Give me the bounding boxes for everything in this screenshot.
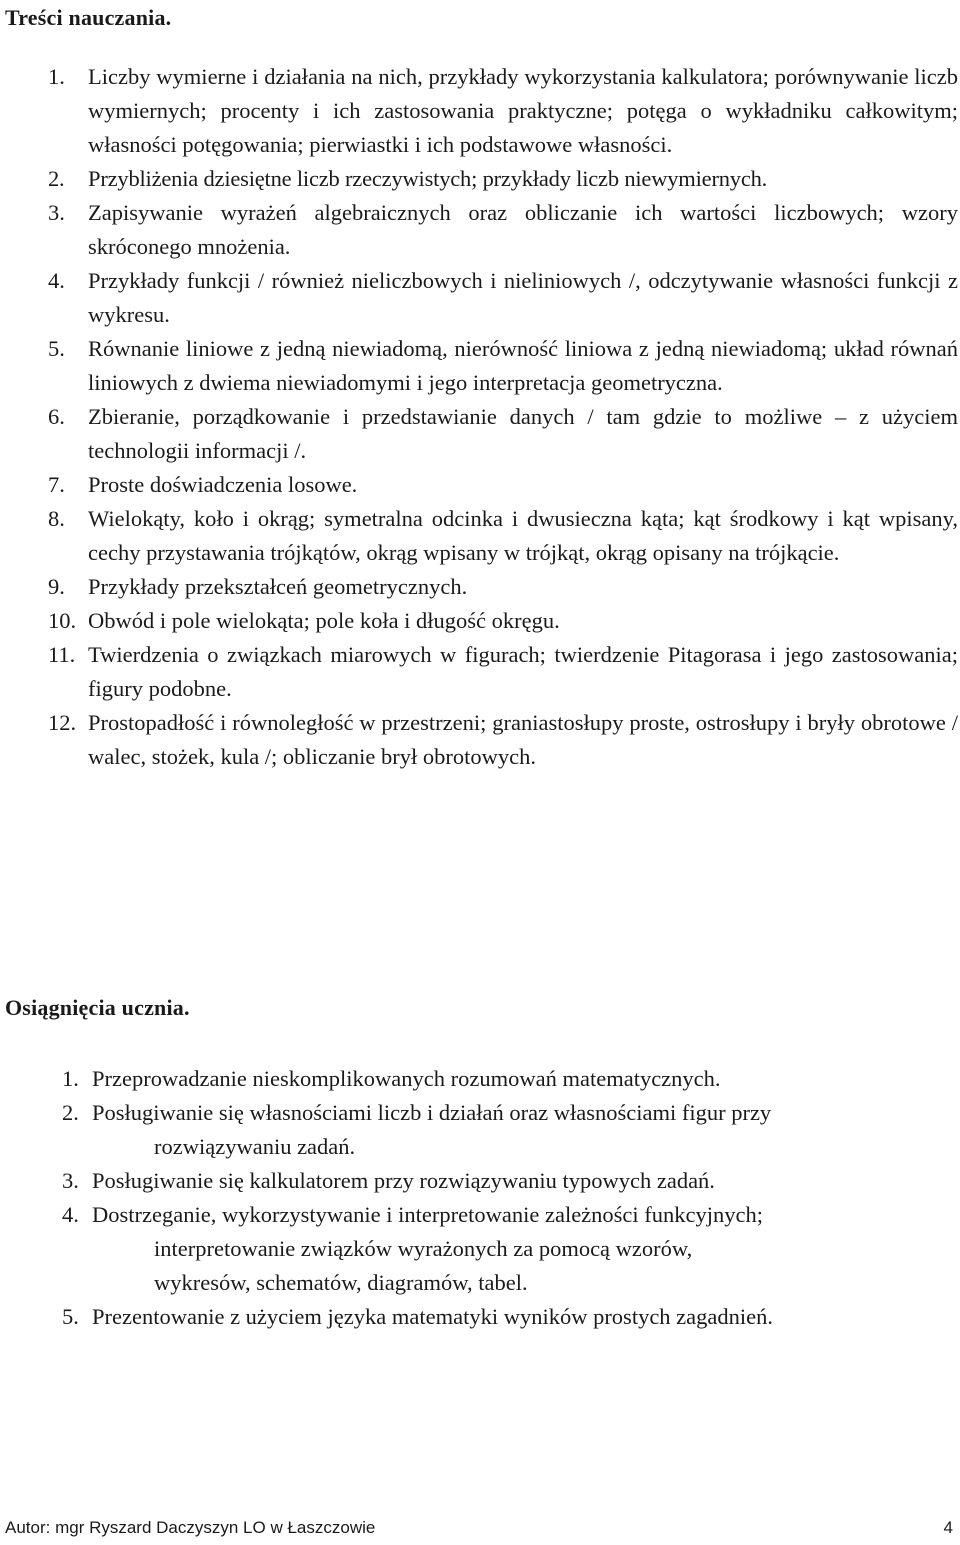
item-line: wykresów, schematów, diagramów, tabel. (154, 1270, 528, 1295)
item-text: Proste doświadczenia losowe. (88, 472, 358, 497)
achievements-list (62, 1062, 952, 1334)
item-number: 3. (48, 200, 65, 225)
item-number: 4. (62, 1202, 79, 1227)
item-text: Przykłady funkcji / również nieliczbowych i nieliniowych /, odczytywanie własności funkcji z wykresu. (88, 268, 958, 327)
list-item (48, 400, 958, 468)
list-item (62, 1198, 952, 1300)
item-text: Zapisywanie wyrażeń algebraicznych oraz obliczanie ich wartości liczbowych; wzory skróconego mnożenia. (88, 200, 958, 259)
list-item (48, 468, 958, 502)
list-item (48, 264, 958, 332)
list-item (62, 1300, 952, 1334)
item-text (92, 1198, 952, 1300)
list-item (62, 1096, 952, 1164)
item-number: 1. (62, 1066, 79, 1091)
item-text: Twierdzenia o związkach miarowych w figurach; twierdzenie Pitagorasa i jego zastosowania; figury podobne. (88, 642, 958, 701)
list-item (48, 570, 958, 604)
item-number: 2. (62, 1100, 79, 1125)
content-list (48, 60, 958, 774)
footer-author: Autor: mgr Ryszard Daczyszyn LO w Łaszczowie (5, 1518, 376, 1537)
item-text (92, 1062, 952, 1096)
item-text: Wielokąty, koło i okrąg; symetralna odcinka i dwusieczna kąta; kąt środkowy i kąt wpisany, cechy przystawania trójkątów, okrąg wpisany w trójkąt, okrąg opisany na trójkącie. (88, 506, 958, 565)
item-line: interpretowanie związków wyrażonych za pomocą wzorów, (154, 1236, 693, 1261)
item-text: Przykłady przekształceń geometrycznych. (88, 574, 468, 599)
item-text: Przybliżenia dziesiętne liczb rzeczywistych; przykłady liczb niewymiernych. (88, 166, 768, 191)
list-item (48, 196, 958, 264)
list-item (48, 332, 958, 400)
list-item (48, 162, 958, 196)
item-number: 9. (48, 574, 65, 599)
list-item (48, 638, 958, 706)
item-line: Dostrzeganie, wykorzystywanie i interpretowanie zależności funkcyjnych; (92, 1202, 764, 1227)
item-line: Prezentowanie z użyciem języka matematyki wyników prostych zagadnień. (92, 1304, 773, 1329)
item-number: 6. (48, 404, 65, 429)
list-item (48, 60, 958, 162)
item-text: Zbieranie, porządkowanie i przedstawianie danych / tam gdzie to możliwe – z użyciem technologii informacji /. (88, 404, 958, 463)
section-title-osiagniecia: Osiągnięcia ucznia. (5, 995, 190, 1020)
item-line: Posługiwanie się kalkulatorem przy rozwiązywaniu typowych zadań. (92, 1168, 715, 1193)
item-number: 12. (48, 710, 77, 735)
list-item (62, 1062, 952, 1096)
item-number: 7. (48, 472, 65, 497)
item-number: 5. (62, 1304, 79, 1329)
list-item (48, 604, 958, 638)
item-text (92, 1096, 952, 1164)
section-title-tresci: Treści nauczania. (5, 5, 172, 30)
list-item (48, 502, 958, 570)
item-number: 2. (48, 166, 65, 191)
item-line: Przeprowadzanie nieskomplikowanych rozumowań matematycznych. (92, 1066, 721, 1091)
item-text (92, 1164, 952, 1198)
item-text (92, 1300, 952, 1334)
item-number: 10. (48, 608, 77, 633)
item-line: Posługiwanie się własnościami liczb i działań oraz własnościami figur przy (92, 1100, 772, 1125)
item-number: 5. (48, 336, 65, 361)
item-number: 3. (62, 1168, 79, 1193)
item-line: rozwiązywaniu zadań. (154, 1134, 356, 1159)
item-number: 1. (48, 64, 65, 89)
item-text: Liczby wymierne i działania na nich, przykłady wykorzystania kalkulatora; porównywanie liczb wymiernych; procenty i ich zastosowania praktyczne; potęga o wykładniku całkowitym; własności potęgowania; pierwiastki i ich podstawowe własności. (88, 64, 958, 157)
item-number: 4. (48, 268, 65, 293)
item-number: 8. (48, 506, 65, 531)
list-item (62, 1164, 952, 1198)
item-text: Obwód i pole wielokąta; pole koła i długość okręgu. (88, 608, 560, 633)
page-number: 4 (943, 1518, 953, 1537)
list-item (48, 706, 958, 774)
item-text: Równanie liniowe z jedną niewiadomą, nierówność liniowa z jedną niewiadomą; układ równań liniowych z dwiema niewiadomymi i jego interpretacja geometryczna. (88, 336, 958, 395)
page-footer (5, 1518, 953, 1538)
item-number: 11. (48, 642, 76, 667)
item-text: Prostopadłość i równoległość w przestrzeni; graniastosłupy proste, ostrosłupy i bryły obrotowe / walec, stożek, kula /; obliczanie brył obrotowych. (88, 710, 958, 769)
